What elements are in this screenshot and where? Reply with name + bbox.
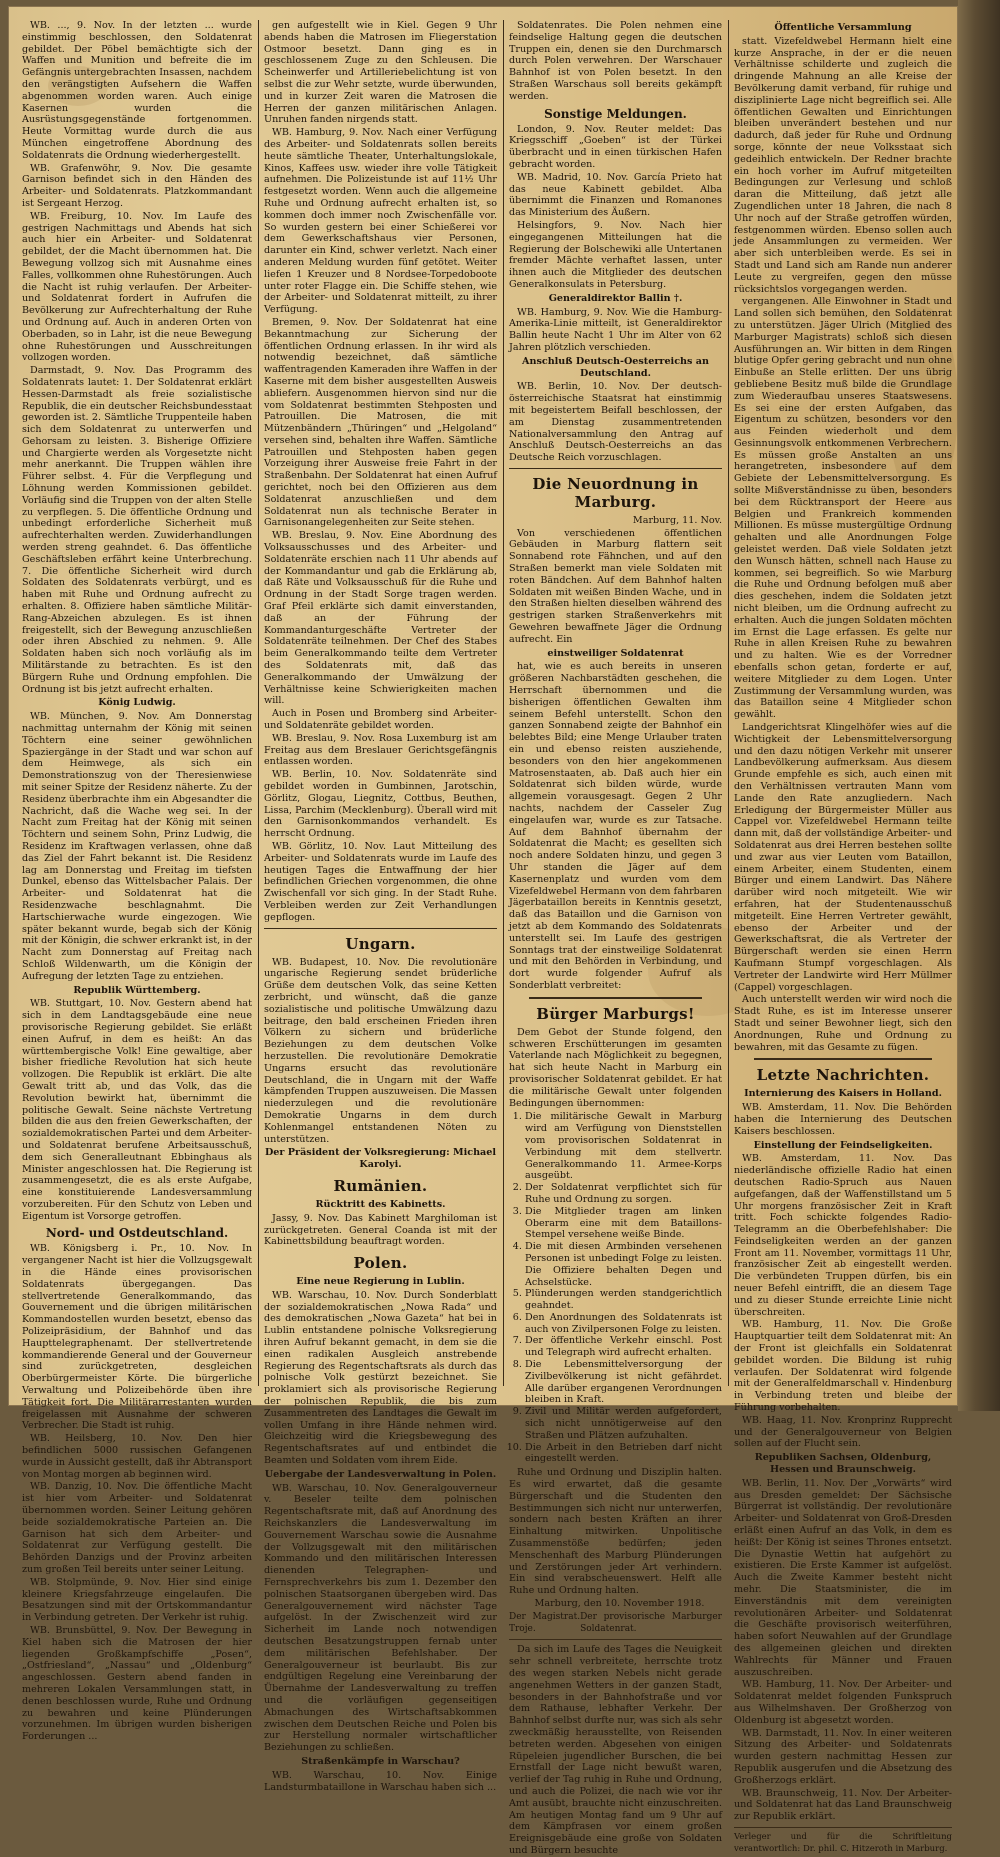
imprint: Verleger und für die Schriftleitung verantwortlich: Dr. phil. C. Hitzeroth in Marburg. — [734, 1831, 952, 1854]
article-paragraph: WB. Darmstadt, 11. Nov. In einer weiteren Sitzung des Arbeiter- und Soldatenrats wurden gestern nachmittag Hessen zur Republik ausgerufen und die Absetzung des Großherzogs erklärt. — [734, 1727, 952, 1786]
signatures — [509, 1612, 722, 1636]
binding-edge — [958, 0, 1000, 1411]
article-paragraph: WB. Warschau, 10. Nov. Durch Sonderblatt der sozialdemokratischen „Nowa Rada“ und des demokratischen „Nowa Gazeta“ hat bei in Lublin entstandene polnische Volksregierung ihren Aufruf bekannt gemacht, in dem sie die einen radikalen Ausgleich anstrebende Regierung des Regentschaftsrats als durch das polnische Volk gestürzt bezeichnet. Sie proklamiert sich als provisorische Regierung der polnischen Republik, die bis zum Zusammentreten des Landtages die Gewalt im vollen Umfang in ihre Hände nehmen wird. Gleichzeitig wird die Kriegsbewegung des Regentschaftsrates auf und entbindet die Beamten und Soldaten vom ihrem Eide. — [264, 1289, 497, 1467]
section-subheading: einstweiliger Soldatenrat — [547, 647, 684, 659]
article-paragraph: WB. Amsterdam, 11. Nov. Das niederländische offizielle Radio hat einen deutschen Radio-Spruch aus Nauen aufgefangen, daß der Waffenstillstand um 5 Uhr morgens französischer Zeit in Kraft tritt. Foch schickte folgendes Radio-Telegramm an die Oberbefehlshaber: Die Feindseligkeiten werden an der ganzen Front am 11. November, vormittags 11 Uhr, französischer Zeit ab eingestellt werden. Die verbündeten Truppen dürfen, bis ein neuer Befehl eintrifft, die an diesem Tage und zu dieser Stunde erreichte Linie nicht überschreiten. — [734, 1153, 952, 1318]
article-paragraph: WB. Braunschweig, 11. Nov. Der Arbeiter- und Soldatenrat hat das Land Braunschweig zur Republik erklärt. — [734, 1787, 952, 1823]
divider — [529, 997, 702, 999]
article-paragraph: WB. Haag, 11. Nov. Kronprinz Rupprecht und der Generalgouverneur von Belgien sollen auf der Flucht sein. — [734, 1414, 952, 1450]
newspaper-page — [8, 6, 958, 1856]
divider — [509, 1639, 722, 1640]
section-subheading: Republik Württemberg. — [73, 984, 201, 996]
divider — [754, 1058, 932, 1060]
section-subheading: Republiken Sachsen, Oldenburg, Hessen und Braunschweig. — [754, 1452, 932, 1476]
article-paragraph: WB. Breslau, 9. Nov. Rosa Luxemburg ist am Freitag aus dem Breslauer Gerichtsgefängnis entlassen worden. — [264, 732, 497, 768]
signature-left: Der Magistrat. Troje. — [509, 1611, 581, 1634]
article-paragraph: WB. Hamburg, 9. Nov. Wie die Hamburg-Amerika-Linie mitteilt, ist Generaldirektor Ballin heute Nacht 1 Uhr im Alter von 62 Jahren plötzlich verschieden. — [509, 306, 722, 353]
article-paragraph: WB. Madrid, 10. Nov. García Prieto hat das neue Kabinett gebildet. Alba übernimmt die Finanzen und Romanones das Ministerium des Äußern. — [509, 171, 722, 219]
section-subheading: Internierung des Kaisers in Holland. — [744, 1088, 942, 1100]
section-subheading: Generaldirektor Ballin †. — [548, 292, 683, 304]
section-heading: Polen. — [353, 1254, 408, 1273]
article-paragraph: Soldatenrates. Die Polen nehmen eine feindselige Haltung gegen die deutschen Truppen ein, denen sie den Durchmarsch durch Polen verwehren. Der Warschauer Bahnhof ist von Polen besetzt. In den Straßen Warschaus soll bereits gekämpft werden. — [509, 20, 722, 102]
section-subheading: Anschluß Deutsch-Oesterreichs an Deutschland. — [522, 355, 709, 379]
list-item: 9. Zivil und Militär werden aufgefordert, sich nicht unnötigerweise auf den Straßen und Plätzen aufzuhalten. — [525, 1406, 722, 1441]
article-paragraph: Auch in Posen und Bromberg sind Arbeiter- und Soldatenräte gebildet worden. — [264, 708, 497, 732]
column-rule — [258, 20, 259, 1386]
article-paragraph: WB. Breslau, 9. Nov. Eine Abordnung des Volksausschusses und des Arbeiter- und Soldatenräte erschien nach 11 Uhr abends auf der Kommandantur und gab die Erklärung ab, daß Räte und Volksausschuß für die Ruhe und Ordnung in der Stadt Sorge tragen werden. Graf Pfeil erklärte sich damit einverstanden, daß an der Führung der Kommandanturgeschäfte Vertreter der Soldatenräte teilnehmen. Der Chef des Stabes beim Generalkommando teilte dem Vertreter des Soldatenrats mit, daß das Generalkommando der Umwälzung der Verhältnisse keine Schwierigkeiten machen will. — [264, 530, 497, 707]
article-paragraph: Da sich im Laufe des Tages die Neuigkeit sehr schnell verbreitete, herrschte trotz des wegen starken Nebels nicht gerade angenehmen Wetters in der ganzen Stadt, besonders in der Bahnhofstraße und vor dem Rathause, lebhafter Verkehr. Der Bahnhof selbst durfte nur, was sich als sehr zweckmäßig herausstellte, von Reisenden betreten werden. Abgesehen von einigen Rüpeleien jugendlicher Burschen, die bei Ernstfall der Lage nicht bewußt waren, verlief der Tag ruhig in Ruhe und Ordnung, und auch die Polizei, die nach wie vor ihr Amt ausübt, brauchte nicht einzuschreiten. Am heutigen Montag fand um 9 Uhr auf dem Kämpfrasen vor einem großen Ereignisgebäude eine große von Soldaten und Bürgern besuchte — [509, 1644, 722, 1856]
date-line: Marburg, den 10. November 1918. — [534, 1598, 705, 1610]
article-paragraph: hat, wie es auch bereits in unseren größeren Nachbarstädten geschehen, die Herrschaft übernommen und die bisherigen öffentlichen Gewalten ihm seinem Befehl unterstellt. Schon den ganzen Sonnabend zeigte der Bahnhof ein belebtes Bild; eine Menge Urlauber traten ein und ebenso reisten ausziehende, besonders von den hier angekommenen Matrosenstaaten, ab. Daß auch hier ein Soldatenrat sich bilden würde, wurde allgemein vorausgesagt. Gegen 2 Uhr nachts, nachdem der Casseler Zug eingelaufen war, wurde es zur Tatsache. Auf dem Bahnhof übernahm der Soldatenrat die Macht; es gesellten sich noch andere Soldaten hinzu, und gegen 3 Uhr standen die Jäger auf dem Kasernenplatz und wurden vom dem Vizefeldwebel Hermann von dem fahrbaren Jägerbataillon bereits in Kenntnis gesetzt, daß das Bataillon und die Garnison von jetzt ab dem Kommando des Soldatenrats unterstellt sei. Im Laufe des gestrigen Sonntags trat der einstweilige Soldatenrat und mit den Behörden in Verbindung, und dort wurde folgender Aufruf als Sonderblatt verbreitet: — [509, 661, 722, 991]
list-item: 7. Der öffentliche Verkehr einschl. Post und Telegraph wird aufrecht erhalten. — [525, 1335, 722, 1359]
article-paragraph: WB. Hamburg, 9. Nov. Nach einer Verfügung des Arbeiter- und Soldatenrats sollen bereits heute sämtliche Theater, Unterhaltungslokale, Kinos, Kaffees usw. wieder ihre volle Tätigkeit aufnehmen. Die Polizeistunde ist auf 11½ Uhr festgesetzt worden. Wenn auch die allgemeine Ruhe und Ordnung aufrecht erhalten ist, so kommen doch immer noch Zwischenfälle vor. So wurden gestern bei einer Schießerei vor dem Gewerkschaftshaus vier Personen, darunter ein Kind, schwer verletzt. Nach einer anderen Meldung wurden fünf getötet. Weiter liefen 1 Kreuzer und 8 Nordsee-Torpedoboote unter roter Flagge ein. Die Schiffe stehen, wie der Arbeiter- und Soldatenrat mitteilt, zu ihrer Verfügung. — [264, 127, 497, 316]
section-subheading: König Ludwig. — [98, 697, 176, 709]
section-subheading: Öffentliche Versammlung — [774, 22, 912, 33]
article-paragraph: WB. Hamburg, 11. Nov. Der Arbeiter- und Soldatenrat meldet folgenden Funkspruch aus Wilhelmshaven. Der Großherzog von Oldenburg ist abgesetzt worden. — [734, 1679, 952, 1726]
article-paragraph: WB. Freiburg, 10. Nov. Im Laufe des gestrigen Nachmittags und Abends hat sich auch hier ein Arbeiter- und Soldatenrat gebildet, der die Macht übernommen hat. Die Bewegung vollzog sich mit Ausnahme eines Falles, vollkommen ohne Ruhestörungen. Auch die Nacht ist ruhig verlaufen. Der Arbeiter- und Soldatenrat fordert in Aufrufen die Bevölkerung zur Aufrechterhaltung der Ruhe und Ordnung auf. Auch in anderen Orten von Oberbaden, so in Lahr, ist die neue Bewegung ohne Ruhestörungen und Ausschreitungen vollzogen worden. — [22, 210, 252, 364]
article-paragraph: WB. Warschau, 10. Nov. Generalgouverneur v. Beseler teilte dem polnischen Regentschaftsrate mit, daß auf Anordnung des Reichskanzlers die Landesverwaltung im Gouvernement Warschau sowie die Ausnahme der Vollzugsgewalt mit den militärischen Kommando und den militärischen Interessen dienenden Telegraphen- und Fernsprechverkehrs bis zum 1. Dezember den polnischen Staatsorganen übergeben wird. Das Generalgouvernement wird nächster Tage aufgelöst. In der Zwischenzeit wird zur Sicherheit im Lande noch notwendigen deutschen Besatzungstruppen fernab unter dem militärischen Befehlshaber. Der Generalgouverneur ist beurlaubt. Bis zur endgültigen Regelung eine Vereinbarung der Übernahme der Landesverwaltung zu treffen und die vorläufigen gegenseitigen Abmachungen des Wirtschaftsabkommen zwischen dem Deutschen Reiche und Polen bis zur Herstellung normaler wirtschaftlicher Beziehungen zu schließen. — [264, 1482, 497, 1754]
divider — [509, 468, 722, 469]
column-1 — [22, 20, 252, 1743]
section-heading: Nord- und Ostdeutschland. — [45, 1226, 229, 1241]
list-item: 6. Den Anordnungen des Soldatenrats ist auch von Zivilpersonen Folge zu leisten. — [525, 1312, 722, 1336]
article-paragraph: Dem Gebot der Stunde folgend, den schweren Erschütterungen im gesamten Vaterlande nach Möglichkeit zu begegnen, hat sich heute Nacht in Marburg ein provisorischer Soldatenrat gebildet. Er hat die militärische Gewalt unter folgenden Bedingungen übernommen: — [509, 1026, 722, 1109]
article-paragraph: WB. Stolpmünde, 9. Nov. Hier sind einige kleinere Kriegsfahrzeuge eingelaufen. Die Besatzungen sind mit der Ortskommandantur in Verbindung getreten. Der Verkehr ist ruhig. — [22, 1576, 252, 1624]
signature: Der Präsident der Volksregierung: Michael Karolyi. — [264, 1147, 497, 1171]
list-item: 1. Die militärische Gewalt in Marburg wird am Verfügung von Dienststellen vom provisorischen Soldatenrat in Verbindung mit dem stellvertr. Generalkommando 11. Armee-Korps ausgeübt. — [525, 1111, 722, 1182]
section-heading: Rumänien. — [333, 1176, 428, 1195]
article-paragraph: WB. Königsberg i. Pr., 10. Nov. In vergangener Nacht ist hier die Vollzugsgewalt in die Hände eines provisorischen Soldatenrats übergegangen. Das stellvertretende Generalkommando, das Gouvernement und die übrigen militärischen Kommandostellen wurden besetzt, ebenso das Polizeipräsidium, der Bahnhof und das Haupttelegraphenamt. Der stellvertretende kommandierende General und der Gouverneur sind zurückgetreten, desgleichen Oberbürgermeister Körte. Die bürgerliche Verwaltung und Polizeibehörde üben ihre Tätigkeit fort. Die Militärarrestanten wurden freigelassen mit Ausnahme der schweren Verbrecher. Die Stadt ist ruhig. — [22, 1243, 252, 1432]
article-paragraph: WB. Brunsbüttel, 9. Nov. Der Bewegung in Kiel haben sich die Matrosen der hier liegenden Großkampfschiffe „Posen“, „Ostfriesland“, „Nassau“ und „Oldenburg“ angeschlossen. Gestern abend fanden in mehreren Lokalen Versammlungen statt, in denen beschlossen wurde, Ruhe und Ordnung zu bewahren und keine Plünderungen vorzunehmen. Im übrigen wurden bisherigen Forderungen ... — [22, 1624, 252, 1743]
section-heading: Die Neuordnung in Marburg. — [532, 474, 699, 511]
section-subheading: Eine neue Regierung in Lublin. — [296, 1276, 465, 1288]
conditions-list — [509, 1111, 722, 1465]
article-paragraph: WB. Berlin, 10. Nov. Soldatenräte sind gebildet worden in Gumbinnen, Jarotschin, Görlitz, Glogau, Liegnitz, Cottbus, Beuthen, Lissa, Parchim (Mecklenburg). Überall wird mit den Garnisonkommandos verhandelt. Es herrscht Ordnung. — [264, 769, 497, 840]
article-paragraph: Landgerichtsrat Klingelhöfer wies auf die Wichtigkeit der Lebensmittelversorgung und den dazu nötigen Verkehr mit unserer Landbevölkerung aufmerksam. Aus diesem Grunde empfehle es sich, auch einen mit den Verhältnissen vertrauten Mann vom Lande den Rate anzugliedern. Nach Erledigung der Bürgermeister Müller aus Cappel vor. Vizefeldwebel Hermann teilte dann mit, daß der vollständige Arbeiter- und Soldatenrat aus drei Herren bestehen sollte und zwar aus vier Leuten vom Bataillon, einem Arbeiter, einem Studenten, einem Bürger und einem Landwirt. Das Nähere darüber wird noch mitgeteilt. Wie wir erfahren, hat der Studentenausschuß mitgeteilt. Eine Herren Vertreter gewählt, ebenso der Arbeiter und der Gewerkschaftsrat, die als Vertreter der Bürgerschaft werden sie einen Herrn Kaufmann Stumpf vorgeschlagen. Als Vertreter der Landwirte wird Herr Müllmer (Cappel) vorgeschlagen. — [734, 722, 952, 993]
article-paragraph: WB. Warschau, 10. Nov. Einige Landsturmbataillone in Warschau haben sich ... — [264, 1769, 497, 1793]
signature-right: Der provisorische Marburger Soldatenrat. — [580, 1611, 722, 1634]
article-paragraph: statt. Vizefeldwebel Hermann hielt eine kurze Ansprache, in der er die neuen Verhältnisse schilderte und zugleich die dringende Mahnung an alle Kreise der Bevölkerung damit verband, für ruhige und disziplinierte Lage nicht begreiflich sei. Alle öffentlichen Gewalten und Einrichtungen bleiben unverändert bestehen und nur dadurch, daß jeder für Ruhe und Ordnung sorge, könnte der neue Volksstaat sich gedeihlich entwickeln. Der Redner brachte ein hoch vorher im Aufruf mitgeteilten Bedingungen zur Verlesung und schloß daran die Mitteilung, daß jetzt alle Zugendlichen unter 18 Jahren, die nach 8 Uhr noch auf der Straße getroffen würden, festgenommen würden. Ebenso sollen auch jede Ansammlungen zu vermeiden. Wer aber sich unterbleiben werde. Es sei in Stadt und Land sich am Rande nun anderer Leute zu vergreifen, gegen den müsse rücksichtslos vorgegangen werden. — [734, 35, 952, 295]
section-subheading: Einstellung der Feindseligkeiten. — [753, 1139, 933, 1151]
article-paragraph: WB. Berlin, 11. Nov. Der „Vorwärts“ wird aus Dresden gemeldet: Der Sächsische Bürgerrat ist vollständig. Der revolutionäre Arbeiter- und Soldatenrat von Groß-Dresden erläßt einen Aufruf an das Volk, in dem es heißt: Der König ist seines Thrones entsetzt. Die Dynastie Wettin hat aufgehört zu existieren. Die Erste Kammer ist aufgelöst. Auch die Zweite Kammer besteht nicht mehr. Die Staatsminister, die im Einverständnis mit dem vereinigten revolutionären Arbeiter- und Soldatenrat die Geschäfte provisorisch weiterführen, haben sofort Neuwahlen auf der Grundlage des allgemeinen gleichen und direkten Wahlrechts für Männer und Frauen auszuschreiben. — [734, 1477, 952, 1678]
section-heading: Ungarn. — [345, 934, 416, 953]
article-paragraph: Ruhe und Ordnung und Disziplin halten. Es wird erwartet, daß die gesamte Bürgerschaft und die Studenten den Bestimmungen sich nicht nur unterwerfen, sondern nach besten Kräften an ihrer Einhaltung mitwirken. Unpolitische Zusammenstöße bedürfen; jeden Menschenhaft des Marburg Plünderungen und Zerstörungen jeder Art verhindern. Ein sind verabscheuenswert. Helft alle Ruhe und Ordnung halten. — [509, 1467, 722, 1597]
section-heading: Sonstige Meldungen. — [544, 106, 687, 121]
article-paragraph: Bremen, 9. Nov. Der Soldatenrat hat eine Bekanntmachung zur Sicherung der öffentlichen Ordnung erlassen. In ihr wird als notwendig bezeichnet, daß sämtliche waffentragenden Kameraden ihre Waffen in der Kaserne mit dem bisher ausgestellten Ausweis abliefern. Ausgenommen hiervon sind nur die vom Soldatenrat bestimmten Stehposten und Patrouillen. Die Matrosen, die mit Mützenbändern „Thüringen“ und „Helgoland“ versehen sind, behalten ihre Waffen. Sämtliche Patrouillen und Stehposten haben gegen Vorzeigung ihrer Ausweise freie Fahrt in der Straßenbahn. Der Soldatenrat hat einen Aufruf gerichtet, noch bei den Offizieren aus dem Soldatenrat anzuschließen und dem Soldatenrat nun als technische Berater in Garnisonangelegenheiten zur Seite stehen. — [264, 316, 497, 529]
article-paragraph: Auch unterstellt werden wir wird noch die Stadt Ruhe, es ist im Interesse unserer Stadt und seiner Bewohner liegt, sich den Anordnungen, Ruhe und Ordnung zu bewahren, mit das Gesamte zu fügen. — [734, 994, 952, 1053]
column-2 — [264, 20, 497, 1793]
list-item: 3. Die Mitglieder tragen am linken Oberarm eine mit dem Bataillons-Stempel versehene weiße Binde. — [525, 1206, 722, 1241]
divider — [264, 928, 497, 929]
column-3 — [509, 20, 722, 1856]
column-rule — [503, 20, 504, 1386]
article-paragraph: WB. Grafenwöhr, 9. Nov. Die gesamte Garnison befindet sich in den Händen des Arbeiter- und Soldatenrats. Platzkommandant ist Sergeant Herzog. — [22, 162, 252, 209]
list-item: 2. Der Soldatenrat verpflichtet sich für Ruhe und Ordnung zu sorgen. — [525, 1182, 722, 1206]
column-rule — [728, 20, 729, 1386]
column-4 — [734, 20, 952, 1854]
article-paragraph: Helsingfors, 9. Nov. Nach hier eingegangenen Mitteilungen hat die Regierung der Bolschewiki alle Untertanen fremder Mächte verhaftet lassen, unter ihnen auch die Mitglieder des deutschen Generalkonsulats in Petersburg. — [509, 219, 722, 290]
section-heading: Letzte Nachrichten. — [756, 1066, 930, 1085]
article-paragraph: Von verschiedenen öffentlichen Gebäuden in Marburg flattern seit Sonnabend rote Fähnchen, und auf den Straßen bemerkt man viele Soldaten mit roten Bändchen. Auf dem Bahnhof halten Soldaten mit weißen Binden Wache, und in den Straßen hielten dieselben während des gestrigen starken Straßenverkehrs mit Gewehren bewaffnete Jäger die Ordnung aufrecht. Ein — [509, 527, 722, 645]
article-paragraph: Jassy, 9. Nov. Das Kabinett Marghiloman ist zurückgetreten. General Coanda ist mit der Kabinettsbildung beauftragt worden. — [264, 1212, 497, 1248]
article-paragraph: Darmstadt, 9. Nov. Das Programm des Soldatenrats lautet: 1. Der Soldatenrat erklärt Hessen-Darmstadt als freie sozialistische Republik, die ein deutscher Reichsbundesstaat geworden ist. 2. Sämtliche Truppenteile haben sich dem Soldatenrat zu unterwerfen und Gehorsam zu leisten. 3. Bisherige Offiziere und Chargierte werden als Vorgesetzte nicht mehr anerkannt. Die Truppen wählen ihre Führer selbst. 4. Für die Verpflegung und Löhnung werden Kommissionen gebildet. Vorläufig sind die Truppen von der alten Stelle zu verpflegen. 5. Die öffentliche Ordnung und unbedingt erforderliche Sicherheit muß aufrechterhalten werden. Zuwiderhandlungen werden streng geahndet. 6. Das öffentliche Geschäftsleben erfährt keine Unterbrechung. 7. Die öffentliche Sicherheit wird durch Soldaten des Soldatenrats verbürgt, und es haben mit Ruhe und Ordnung aufrecht zu erhalten. 8. Offiziere haben sämtliche Militär-Rang-Abzeichen abzulegen. Es ist ihnen freigestellt, sich der Bewegung anzuschließen oder ihren Abschied zu nehmen. 9. Alle Soldaten haben sich noch vorläufig als im Militärstande zu betrachten. Es ist den Bürgern Ruhe und Ordnung empfohlen. Die Ordnung ist bis jetzt aufrecht erhalten. — [22, 365, 252, 695]
article-paragraph: WB. Heilsberg, 10. Nov. Den hier befindlichen 5000 russischen Gefangenen wurde in Aussicht gestellt, daß ihr Abtransport von Montag morgen ab beginnen wird. — [22, 1433, 252, 1480]
article-paragraph: WB. Görlitz, 10. Nov. Laut Mitteilung des Arbeiter- und Soldatenrats wurde im Laufe des heutigen Tages die Entwaffnung der hier befindlichen Griechen vorgenommen, die ohne Zwischenfall vor sich ging. In der Stadt Ruhe. Verbleiben werden zur Zeit Verhandlungen gepflogen. — [264, 840, 497, 923]
list-item: 5. Plünderungen werden standgerichtlich geahndet. — [525, 1288, 722, 1312]
article-paragraph: London, 9. Nov. Reuter meldet: Das Kriegsschiff „Goeben“ ist der Türkei überbracht und in einen türkischen Hafen gebracht worden. — [509, 123, 722, 170]
article-paragraph: WB. Budapest, 10. Nov. Die revolutionäre ungarische Regierung sendet brüderliche Grüße dem deutschen Volk, das seine Ketten zerbricht, und wünscht, daß die ganze sozialistische und politische Umwälzung dazu beitrage, den bald erscheinen Frieden ihren Völkern zu sichern und brüderliche Beziehungen zu dem deutschen Volke herzustellen. Die revolutionäre Demokratie Ungarns ersucht das revolutionäre Deutschland, die in Ungarn mit der Waffe kämpfenden Truppen auszuweisen. Die Massen niederzulegen und die revolutionäre Demokratie Ungarns in dem durch Kohlenmangel entstandenen Nöten zu unterstützen. — [264, 956, 497, 1145]
article-paragraph: WB. Hamburg, 11. Nov. Die Große Hauptquartier teilt dem Soldatenrat mit: An der Front ist gleichfalls ein Soldatenrat gebildet worden. Die Bildung ist ruhig verlaufen. Der Soldatenrat wird folgende mit der Generalfeldmarschall v. Hindenburg in Verbindung treten und bleibe der Führung vorbehalten. — [734, 1319, 952, 1414]
article-paragraph: WB. München, 9. Nov. Am Donnerstag nachmittag unternahm der König mit seinen Töchtern eine seiner gewöhnlichen Spaziergänge in der Stadt und war schon auf dem Heimwege, als sich ein Demonstrationszug von der Theresienwiese mit seiner Spitze der Residenz näherte. Zu der Residenz überbrachte ihm ein Abgesandter die Nachricht, daß die Wache weg sei. In der Nacht zum Freitag hat der König mit seinen Töchtern und seinem Sohn, Prinz Ludwig, die Residenz im Kraftwagen verlassen, ohne daß das Ziel der Fahrt bekannt ist. Die Residenz lag am Donnerstag und Freitag im tiefsten Dunkel, ebenso das Wittelsbacher Palais. Der Arbeiter- und Soldatenrat hat die Residenzwache beschlagnahmt. Die Hartschierwache wurde eingezogen. Wie später bekannt wurde, begab sich der König mit der Königin, die schwer erkrankt ist, in der Nacht zum Donnerstag auf Freitag nach Schloß Wildenwarth, um die Königin der Aufregung der letzten Tage zu entziehen. — [22, 711, 252, 982]
list-item: 10. Die Arbeit in den Betrieben darf nicht eingestellt werden. — [525, 1442, 722, 1466]
article-paragraph: WB. Danzig, 10. Nov. Die öffentliche Macht ist hier vom Arbeiter- und Soldatenrat übernommen worden. Seiner Leitung gehören beide sozialdemokratische Parteien an. Die Garnison hat sich dem Arbeiter- und Soldatenrat zur Verfügung gestellt. Die Behörden Danzigs und der Provinz arbeiten zum großen Teil bereits unter seiner Leitung. — [22, 1481, 252, 1575]
section-subheading: Uebergabe der Landesverwaltung in Polen. — [264, 1468, 497, 1480]
list-item: 8. Die Lebensmittelversorgung der Zivilbevölkerung ist nicht gefährdet. Alle darüber ergangenen Verordnungen bleiben in Kraft. — [525, 1359, 722, 1406]
section-heading: Bürger Marburgs! — [536, 1004, 695, 1023]
article-paragraph: WB. Amsterdam, 11. Nov. Die Behörden haben die Internierung des Deutschen Kaisers beschlossen. — [734, 1102, 952, 1137]
section-subheading: Rücktritt des Kabinetts. — [315, 1198, 446, 1210]
article-paragraph: WB. Berlin, 10. Nov. Der deutsch-österreichische Staatsrat hat einstimmig mit begeistertem Beifall beschlossen, der am Dienstag zusammentretenden Nationalversammlung den Antrag auf Anschluß Deutsch-Oesterreichs an das Deutsche Reich vorzuschlagen. — [509, 381, 722, 464]
divider — [734, 1827, 952, 1828]
article-paragraph: WB. ..., 9. Nov. In der letzten ... wurde einstimmig beschlossen, den Soldatenrat gebildet. Der Pöbel bemächtigte sich der Waffen und Munition und befreite die im Gefängnis untergebrachten Insassen, nachdem den verängstigten Aufsehern die Waffen abgenommen worden waren. Auch einige Kasernen wurden die Ausrüstungsgegenstände fortgenommen. Heute Vormittag wurde durch die aus München eingetroffene Abordnung des Soldatenrats die Ordnung wiederhergestellt. — [22, 20, 252, 161]
section-subheading: Straßenkämpfe in Warschau? — [301, 1755, 460, 1767]
article-paragraph: gen aufgestellt wie in Kiel. Gegen 9 Uhr abends haben die Matrosen im Fliegerstation Ostmoor besetzt. Dann ging es in geschlossenem Zuge zu den Schleusen. Die Scheinwerfer und Artilleriebelichtung ist von selbst die zur Wehr setzte, wurde überwunden, und in kurzer Zeit waren die Matrosen die Herren der ganzen militärischen Anlagen. Unruhen fanden nirgends statt. — [264, 20, 497, 126]
list-item: 4. Die mit diesen Armbinden versehenen Personen ist unbedingt Folge zu leisten. Die Offiziere behalten Degen und Achselstücke. — [525, 1241, 722, 1288]
article-paragraph: WB. Stuttgart, 10. Nov. Gestern abend hat sich in dem Landtagsgebäude eine neue provisorische Regierung gebildet. Sie erläßt einen Aufruf, in dem es heißt: An das württembergische Volk! Eine gewaltige, aber bisher friedliche Revolution hat sich heute vollzogen. Die Republik ist erklärt. Die alte Gewalt tritt ab, und das Volk, das die Revolution bewirkt hat, übernimmt die politische Gewalt. Seine nächste Vertretung bilden die aus den freien Gewerkschaften, der sozialdemokratischen Partei und dem Arbeiter- und Soldatenrat berufene Arbeitsausschuß, dem sich Generalleutnant Ebbinghaus als Minister angeschlossen hat. Die Regierung ist zusammengesetzt, die es als erste Aufgabe, eine konstituierende Landesversammlung vorzubereiten. Für den Schutz von Leben und Eigentum ist Vorsorge getroffen. — [22, 998, 252, 1222]
dateline: Marburg, 11. Nov. — [632, 514, 722, 526]
article-paragraph: vergangenen. Alle Einwohner in Stadt und Land sollen sich bemühen, den Soldatenrat zu unterstützen. Jäger Ulrich (Mitglied des Marburger Magistrats) schloß sich diesen Ausführungen an. Wir bitten in dem Ringen blutige Opfer gering gebracht und nun ohne Einbuße an Stelle erlitten. Der uns übrig gebliebene Besitz muß bilde die Grundlage zum Wiederaufbau unseres Staatswesens. Es sei eine der ersten Aufgaben, das Eigentum zu schützen, besonders vor den aus Feinden wiederholt und dem Gesinnungsvolk entkommenen Verbrechern. Es müssen große Anstalten an uns herangetreten, insbesondere auf dem Gebiete der Lebensmittelversorgung. Es sollte Mißverständnisse zu üben, besonders bei dem Rücktransport der Heere aus Belgien und Frankreich kommenden Millionen. Es müsse mustergültige Ordnung gehalten und alle Anordnungen Folge geleistet werden. Daß viele Soldaten jetzt den Wunsch hätten, schnell nach Hause zu kommen, sei begreiflich. So wie Marburg die Ruhe und Ordnung befolgen muß aber dies geschehen, indem die Soldaten jetzt nicht bleiben, um die Ordnung aufrecht zu erhalten. Auch die jungen Soldaten möchten im Ernst die Lage erfassen. Es gelte nur Ruhe in allen Kreisen Ruhe zu bewahren und zu halten. Wie es der Vorredner ebenfalls schon getan, forderte er auf, weitere Mitglieder zu dem Logen. Unter Zustimmung der Versammlung wurden, was das Bataillon seine 4 Mitglieder schon gewählt. — [734, 296, 952, 721]
